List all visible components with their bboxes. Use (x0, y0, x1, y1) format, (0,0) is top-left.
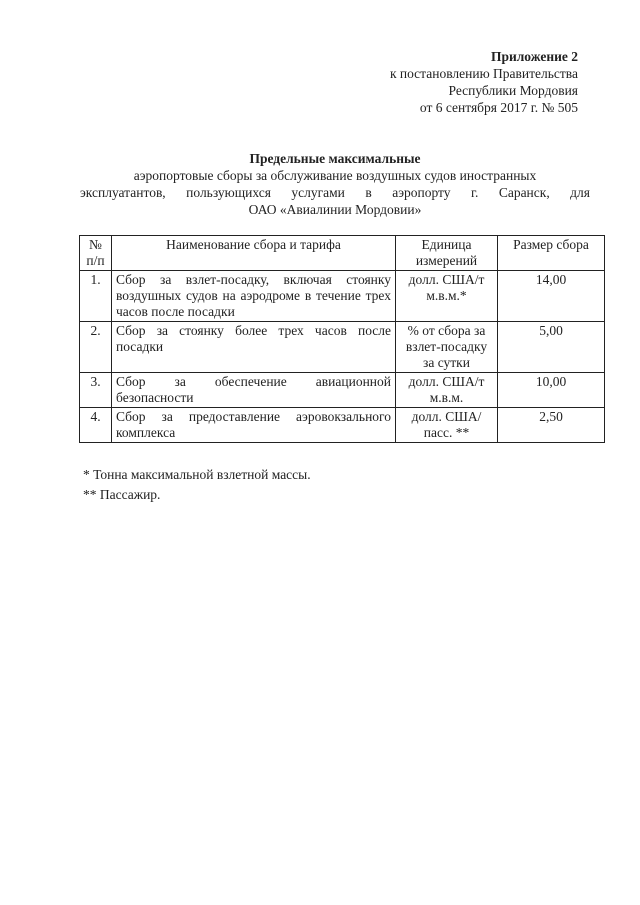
row-name: Сбор за предоставление аэровокзального комплекса (112, 408, 396, 443)
appendix-line-2: Республики Мордовия (448, 83, 578, 98)
row-size: 14,00 (498, 271, 605, 322)
appendix-title: Приложение 2 (490, 49, 578, 64)
document-heading (80, 150, 590, 218)
appendix-block (338, 48, 578, 116)
row-unit: долл. США/т м.в.м. (396, 373, 498, 408)
table-row (80, 373, 605, 408)
header-unit: Единица измерений (396, 236, 498, 271)
row-size: 2,50 (498, 408, 605, 443)
table-row (80, 408, 605, 443)
row-num: 3. (80, 373, 112, 408)
appendix-line-1: к постановлению Правительства (389, 66, 578, 81)
row-num: 1. (80, 271, 112, 322)
appendix-line-3: от 6 сентября 2017 г. № 505 (419, 100, 578, 115)
row-unit: долл. США/ пасс. ** (396, 408, 498, 443)
table-header-row (80, 236, 605, 271)
heading-line-3: эксплуатантов, пользующихся услугами в аэропорту г. Саранск, для (80, 185, 590, 200)
row-size: 5,00 (498, 322, 605, 373)
row-size: 10,00 (498, 373, 605, 408)
table-row (80, 271, 605, 322)
table-row (80, 322, 605, 373)
fees-table (79, 235, 605, 443)
row-num: 4. (80, 408, 112, 443)
header-num: № п/п (80, 236, 112, 271)
row-name: Сбор за стоянку более трех часов после посадки (112, 322, 396, 373)
footnote-1: * Тонна максимальной взлетной массы. (83, 467, 311, 482)
heading-title: Предельные максимальные (249, 151, 421, 166)
heading-line-2: аэропортовые сборы за обслуживание воздушных судов иностранных (133, 168, 537, 183)
footnotes (83, 465, 311, 505)
row-unit: долл. США/т м.в.м.* (396, 271, 498, 322)
row-name: Сбор за обеспечение авиационной безопасности (112, 373, 396, 408)
header-size: Размер сбора (498, 236, 605, 271)
row-name: Сбор за взлет-посадку, включая стоянку воздушных судов на аэродроме в течение трех часов после посадки (112, 271, 396, 322)
footnote-2: ** Пассажир. (83, 487, 161, 502)
heading-line-4: ОАО «Авиалинии Мордовии» (248, 202, 422, 217)
header-name: Наименование сбора и тарифа (112, 236, 396, 271)
row-unit: % от сбора за взлет-посадку за сутки (396, 322, 498, 373)
row-num: 2. (80, 322, 112, 373)
